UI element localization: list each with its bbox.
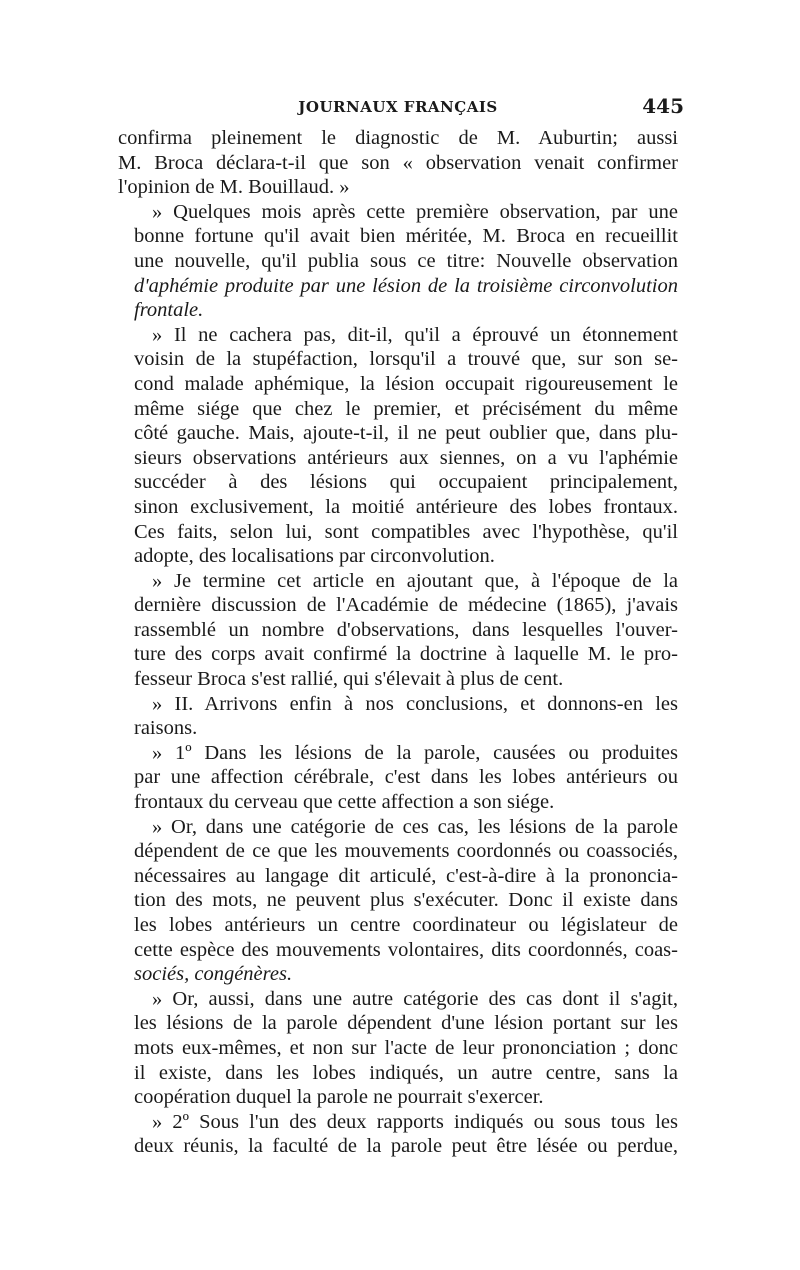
- text-line: fesseur Broca s'est rallié, qui s'élevait à plus de cent.: [134, 668, 564, 691]
- paragraph: [118, 323, 678, 569]
- text-line: confirma pleinement le diagnostic de M. Auburtin; aussi: [118, 127, 678, 149]
- text-line: d'aphémie produite par une lésion de la troisième circonvolution: [134, 274, 678, 297]
- paragraph: [118, 1110, 678, 1159]
- text-line: » Or, dans une catégorie de ces cas, les lésions de la parole: [152, 815, 678, 838]
- text-line: mots eux-mêmes, et non sur l'acte de leur prononciation ; donc: [134, 1036, 678, 1059]
- text-line: M. Broca déclara-t-il que son « observation venait confirmer: [118, 151, 678, 174]
- text-line: frontale.: [134, 299, 204, 322]
- text-line: dépendent de ce que les mouvements coordonnés ou coassociés,: [134, 840, 678, 863]
- text-line: voisin de la stupéfaction, lorsqu'il a trouvé que, sur son se-: [134, 348, 678, 371]
- text-line: raisons.: [134, 717, 198, 740]
- text-line: bonne fortune qu'il avait bien méritée, M. Broca en recueillit: [134, 225, 678, 248]
- text-line: » 1º Dans les lésions de la parole, causées ou produites: [152, 741, 678, 764]
- text-line: les lobes antérieurs un centre coordinateur ou législateur de: [134, 914, 678, 936]
- text-line: il existe, dans les lobes indiqués, un autre centre, sans la: [134, 1061, 678, 1084]
- text-line: sociés, congénères.: [134, 963, 293, 986]
- text-line: cette espèce des mouvements volontaires, dits coordonnés, coas-: [134, 938, 678, 961]
- text-line: coopération duquel la parole ne pourrait s'exercer.: [134, 1086, 544, 1109]
- text-line: côté gauche. Mais, ajoute-t-il, il ne peut oublier que, dans plu-: [134, 422, 678, 445]
- paragraph: [118, 692, 678, 741]
- text-line: tion des mots, ne peuvent plus s'exécuter. Donc il existe dans: [134, 889, 678, 912]
- text-line: sieurs observations antérieurs aux siennes, on a vu l'aphémie: [134, 446, 678, 469]
- text-line: » Quelques mois après cette première observation, par une: [152, 200, 678, 223]
- text-line: succéder à des lésions qui occupaient principalement,: [134, 471, 678, 494]
- text-line: par une affection cérébrale, c'est dans les lobes antérieurs ou: [134, 766, 678, 789]
- page-number: 445: [642, 94, 684, 118]
- text-line: adopte, des localisations par circonvolution.: [134, 545, 495, 568]
- paragraph: [118, 987, 678, 1110]
- text-line: les lésions de la parole dépendent d'une lésion portant sur les: [134, 1012, 678, 1035]
- paragraph: [118, 126, 678, 200]
- running-head: [118, 92, 684, 122]
- text-line: » Or, aussi, dans une autre catégorie des cas dont il s'agit,: [152, 987, 678, 1010]
- text-line: cond malade aphémique, la lésion occupait rigoureusement le: [134, 372, 678, 395]
- text-line: même siége que chez le premier, et précisément du même: [134, 397, 678, 420]
- text-line: » Je termine cet article en ajoutant que, à l'époque de la: [152, 569, 678, 592]
- text-line: deux réunis, la faculté de la parole peut être lésée ou perdue,: [134, 1135, 678, 1158]
- text-line: l'opinion de M. Bouillaud. »: [118, 176, 350, 199]
- running-title: JOURNAUX FRANÇAIS: [298, 98, 498, 116]
- paragraph: [118, 200, 678, 323]
- text-line: rassemblé un nombre d'observations, dans lesquelles l'ouver-: [134, 618, 678, 641]
- text-line: dernière discussion de l'Académie de médecine (1865), j'avais: [134, 594, 678, 617]
- text-line: une nouvelle, qu'il publia sous ce titre: Nouvelle observation: [134, 249, 678, 272]
- text-line: » 2º Sous l'un des deux rapports indiqués ou sous tous les: [152, 1110, 678, 1133]
- text-line: nécessaires au langage dit articulé, c'est-à-dire à la prononcia-: [134, 864, 678, 887]
- text-line: Ces faits, selon lui, sont compatibles avec l'hypothèse, qu'il: [134, 520, 678, 543]
- paragraph: [118, 569, 678, 692]
- text-line: ture des corps avait confirmé la doctrine à laquelle M. le pro-: [134, 643, 678, 666]
- paragraph: [118, 741, 678, 815]
- book-page: [118, 92, 684, 1159]
- paragraph: [118, 815, 678, 987]
- text-line: » Il ne cachera pas, dit-il, qu'il a éprouvé un étonnement: [152, 323, 678, 346]
- text-line: frontaux du cerveau que cette affection a son siége.: [134, 791, 555, 814]
- body-text: [118, 126, 678, 1159]
- text-line: sinon exclusivement, la moitié antérieure des lobes frontaux.: [134, 495, 678, 518]
- text-line: » II. Arrivons enfin à nos conclusions, et donnons-en les: [152, 692, 678, 715]
